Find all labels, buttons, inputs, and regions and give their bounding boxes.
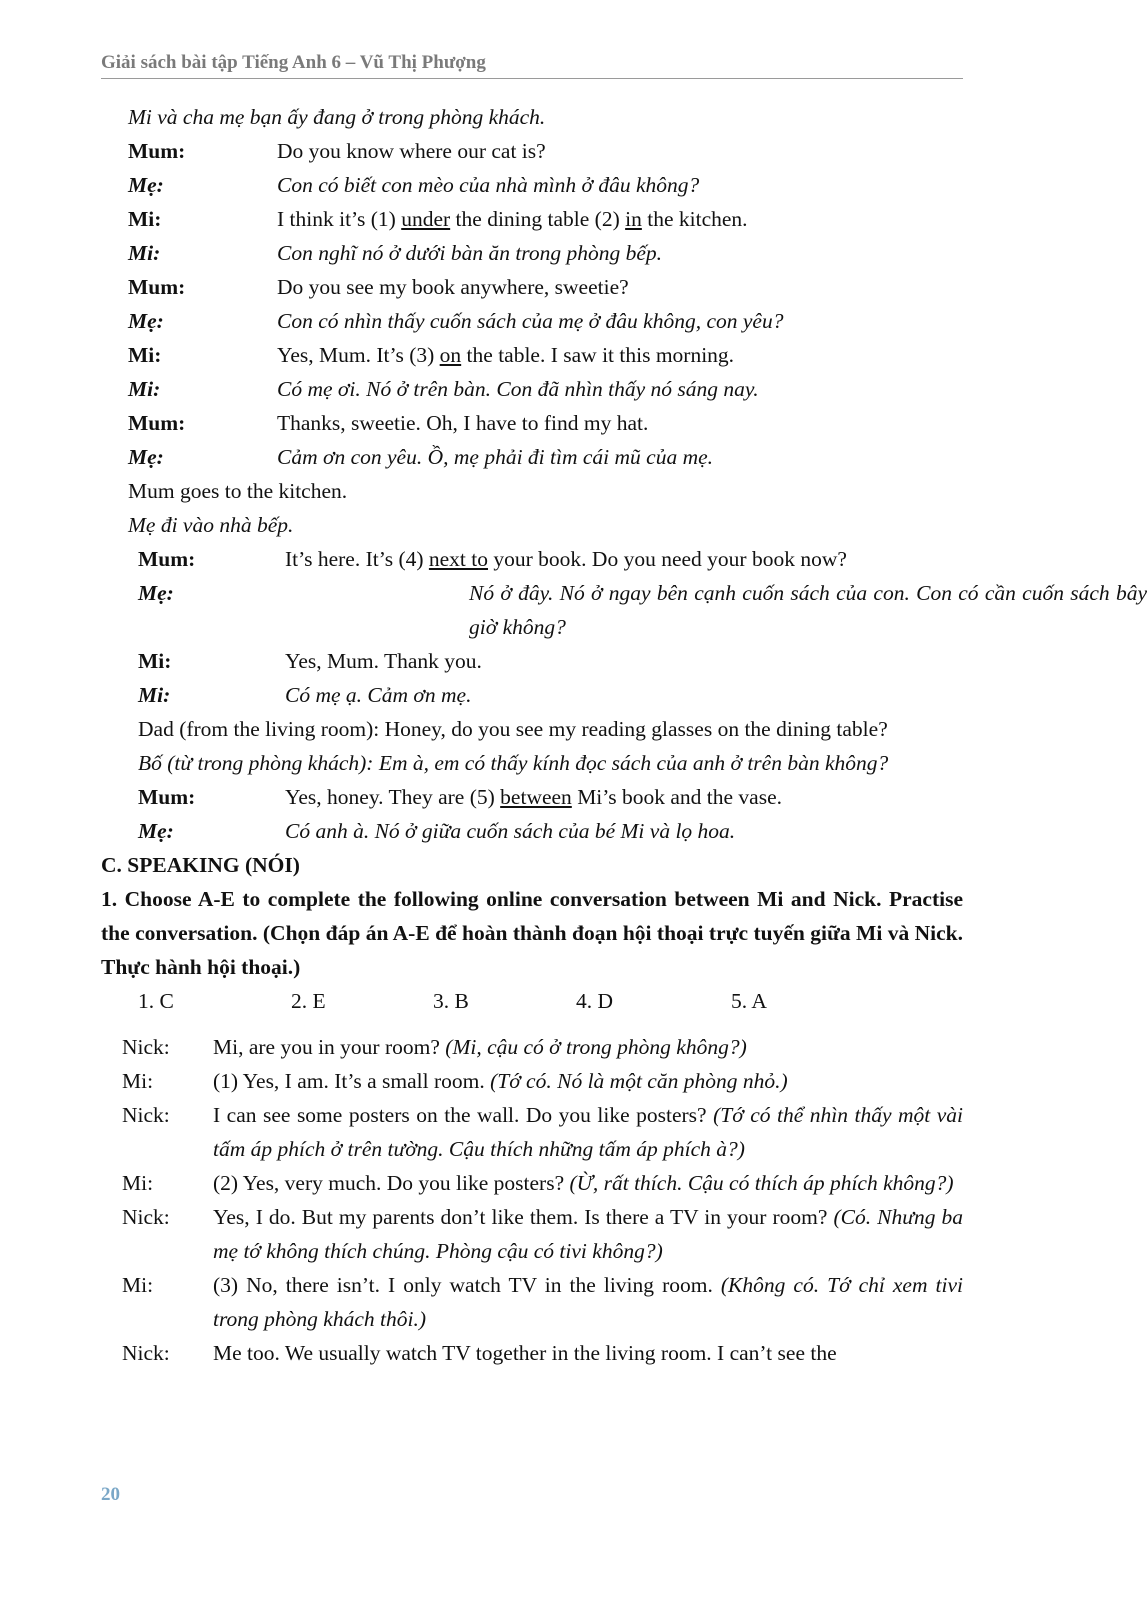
text-segment: Mi’s book and the vase. — [571, 785, 783, 809]
text-segment: Có mẹ ơi. Nó ở trên bàn. Con đã nhìn thấy nó sáng nay. — [277, 377, 759, 401]
conversation-line — [101, 1098, 963, 1166]
dialogue-line — [101, 542, 963, 576]
text-segment: Con có biết con mèo của nhà mình ở đâu không? — [277, 173, 700, 197]
vietnamese-translation: (Ừ, rất thích. Cậu có thích áp phích không?) — [569, 1171, 954, 1195]
answer-word: next to — [428, 547, 489, 571]
dialogue-line — [101, 168, 963, 202]
answer-word: in — [625, 207, 642, 231]
text-segment: Con nghĩ nó ở dưới bàn ăn trong phòng bếp. — [277, 241, 663, 265]
dialogue-text — [285, 814, 735, 848]
dialogue-text — [285, 644, 482, 678]
speaker-label: Mum: — [128, 275, 186, 299]
conversation-line — [101, 1336, 963, 1370]
english-text: I can see some posters on the wall. Do you like posters? — [213, 1103, 714, 1127]
conversation-line — [101, 1030, 963, 1064]
page-content — [101, 100, 1147, 1370]
dialogue-line — [101, 134, 963, 168]
dialogue-line — [101, 406, 963, 440]
dialogue-line — [101, 236, 963, 270]
answer-list — [101, 984, 963, 1018]
text-segment: Thanks, sweetie. Oh, I have to find my hat. — [277, 411, 649, 435]
speaker-label: Mẹ: — [138, 819, 174, 843]
speaker-label: Mi: — [122, 1171, 154, 1195]
english-text: Me too. We usually watch TV together in the living room. I can’t see the — [213, 1341, 837, 1365]
dialogue-line — [101, 338, 963, 372]
speaker-label: Mi: — [138, 649, 172, 673]
speaker-label: Mẹ: — [128, 173, 164, 197]
conversation-line — [101, 1064, 963, 1098]
answer-item: 4. D — [576, 989, 614, 1013]
text-segment: It’s here. It’s (4) — [285, 547, 429, 571]
dialogue-text — [277, 338, 734, 372]
dialogue-text — [277, 304, 783, 338]
dialogue-text — [277, 372, 759, 406]
dialogue-1 — [101, 134, 963, 474]
text-segment: the table. I saw it this morning. — [461, 343, 735, 367]
dialogue-text — [277, 134, 546, 168]
speaker-label: Mi: — [122, 1069, 154, 1093]
text-segment: the kitchen. — [641, 207, 748, 231]
speaker-label: Mẹ: — [128, 309, 164, 333]
text-segment: Có mẹ ạ. Cảm ơn mẹ. — [285, 683, 472, 707]
conversation-line — [101, 1166, 963, 1200]
dialogue-text — [285, 542, 847, 576]
english-text: (2) Yes, very much. Do you like posters? — [213, 1171, 570, 1195]
dialogue-2 — [101, 542, 1147, 712]
speaker-label: Mum: — [138, 785, 196, 809]
text-segment: Yes, honey. They are (5) — [285, 785, 501, 809]
narration-vi: Mẹ đi vào nhà bếp. — [128, 513, 294, 537]
speaker-label: Mi: — [128, 377, 161, 401]
speaker-label: Mi: — [128, 207, 162, 231]
narration-en: Mum goes to the kitchen. — [128, 479, 348, 503]
conversation-line — [101, 1268, 963, 1336]
dialogue-line — [101, 576, 1147, 644]
dialogue-text — [277, 202, 748, 236]
dialogue-text — [285, 780, 782, 814]
speaker-label: Nick: — [122, 1035, 170, 1059]
speaker-label: Mi: — [138, 683, 171, 707]
text-segment: Cảm ơn con yêu. Ồ, mẹ phải đi tìm cái mũ của mẹ. — [277, 445, 714, 469]
vietnamese-translation: (Không có. Tớ chỉ xem tivi trong phòng khách thôi.) — [213, 1273, 963, 1331]
answer-word: under — [401, 207, 451, 231]
answer-word: between — [500, 785, 572, 809]
speaker-label: Nick: — [122, 1205, 170, 1229]
vietnamese-translation: (Tớ có. Nó là một căn phòng nhỏ.) — [490, 1069, 788, 1093]
text-segment: Do you know where our cat is? — [277, 139, 546, 163]
speaker-label: Mẹ: — [138, 581, 174, 605]
english-text: (3) No, there isn’t. I only watch TV in the living room. — [213, 1273, 721, 1297]
dialogue-line — [101, 440, 963, 474]
answer-item: 2. E — [291, 989, 326, 1013]
text-segment: Nó ở đây. Nó ở ngay bên cạnh cuốn sách của con. Con có cần cuốn sách bây giờ không? — [469, 581, 1147, 639]
dialogue-line — [101, 372, 963, 406]
text-segment: the dining table (2) — [450, 207, 626, 231]
answer-item: 3. B — [433, 989, 469, 1013]
dialogue-line — [101, 814, 963, 848]
speaker-label: Mum: — [138, 547, 196, 571]
dialogue-text — [277, 270, 629, 304]
dialogue-line — [101, 270, 963, 304]
english-text: Mi, are you in your room? — [213, 1035, 446, 1059]
speaker-label: Nick: — [122, 1341, 170, 1365]
text-segment: I think it’s (1) — [277, 207, 402, 231]
answer-item: 5. A — [731, 989, 767, 1013]
dialogue-line — [101, 678, 963, 712]
speaker-label: Mi: — [122, 1273, 154, 1297]
dialogue-text — [285, 678, 471, 712]
text-segment: your book. Do you need your book now? — [488, 547, 847, 571]
dialogue-line — [101, 780, 963, 814]
text-segment: Do you see my book anywhere, sweetie? — [277, 275, 629, 299]
page-number: 20 — [101, 1484, 120, 1505]
speaker-label: Mi: — [128, 343, 162, 367]
dialogue-line — [101, 304, 963, 338]
conversation — [101, 1030, 963, 1370]
dad-line-vi: Bố (từ trong phòng khách): Em à, em có thấy kính đọc sách của anh ở trên bàn không? — [138, 751, 889, 775]
vietnamese-translation: (Mi, cậu có ở trong phòng không?) — [445, 1035, 747, 1059]
english-text: (1) Yes, I am. It’s a small room. — [213, 1069, 491, 1093]
speaker-label: Mi: — [128, 241, 161, 265]
answer-item: 1. C — [138, 989, 174, 1013]
answer-word: on — [439, 343, 462, 367]
text-segment: Yes, Mum. It’s (3) — [277, 343, 440, 367]
text-segment: Yes, Mum. Thank you. — [285, 649, 482, 673]
dialogue-3 — [101, 780, 963, 848]
speaker-label: Nick: — [122, 1103, 170, 1127]
dad-line-en: Dad (from the living room): Honey, do you see my reading glasses on the dining table? — [138, 717, 888, 741]
conversation-line — [101, 1200, 963, 1268]
speaker-label: Mum: — [128, 139, 186, 163]
section-title: C. SPEAKING (NÓI) — [101, 853, 300, 877]
speaker-label: Mum: — [128, 411, 186, 435]
dialogue-text — [277, 406, 648, 440]
dialogue-text — [277, 440, 713, 474]
vietnamese-translation: (Tớ có thể nhìn thấy một vài tấm áp phích ở trên tường. Cậu thích những tấm áp phích à?) — [213, 1103, 964, 1161]
dialogue-text — [277, 168, 699, 202]
dialogue-text — [277, 236, 662, 270]
vietnamese-translation: (Có. Nhưng ba mẹ tớ không thích chúng. Phòng cậu có tivi không?) — [213, 1205, 963, 1263]
dialogue-line — [101, 644, 963, 678]
dialogue-line — [101, 202, 963, 236]
task-instruction: 1. Choose A-E to complete the following online conversation between Mi and Nick. Practise the conversation. (Chọn đáp án A-E để hoàn thành đoạn hội thoại trực tuyến giữa Mi và Nick. Thực hành hội thoại.) — [101, 887, 963, 979]
speaker-label: Mẹ: — [128, 445, 164, 469]
text-segment: Có anh à. Nó ở giữa cuốn sách của bé Mi và lọ hoa. — [285, 819, 736, 843]
dialogue-text — [469, 576, 1147, 644]
english-text: Yes, I do. But my parents don’t like them. Is there a TV in your room? — [213, 1205, 834, 1229]
text-segment: Con có nhìn thấy cuốn sách của mẹ ở đâu không, con yêu? — [277, 309, 784, 333]
intro-line: Mi và cha mẹ bạn ấy đang ở trong phòng khách. — [128, 105, 546, 129]
page-header: Giải sách bài tập Tiếng Anh 6 – Vũ Thị Phượng — [101, 52, 963, 79]
